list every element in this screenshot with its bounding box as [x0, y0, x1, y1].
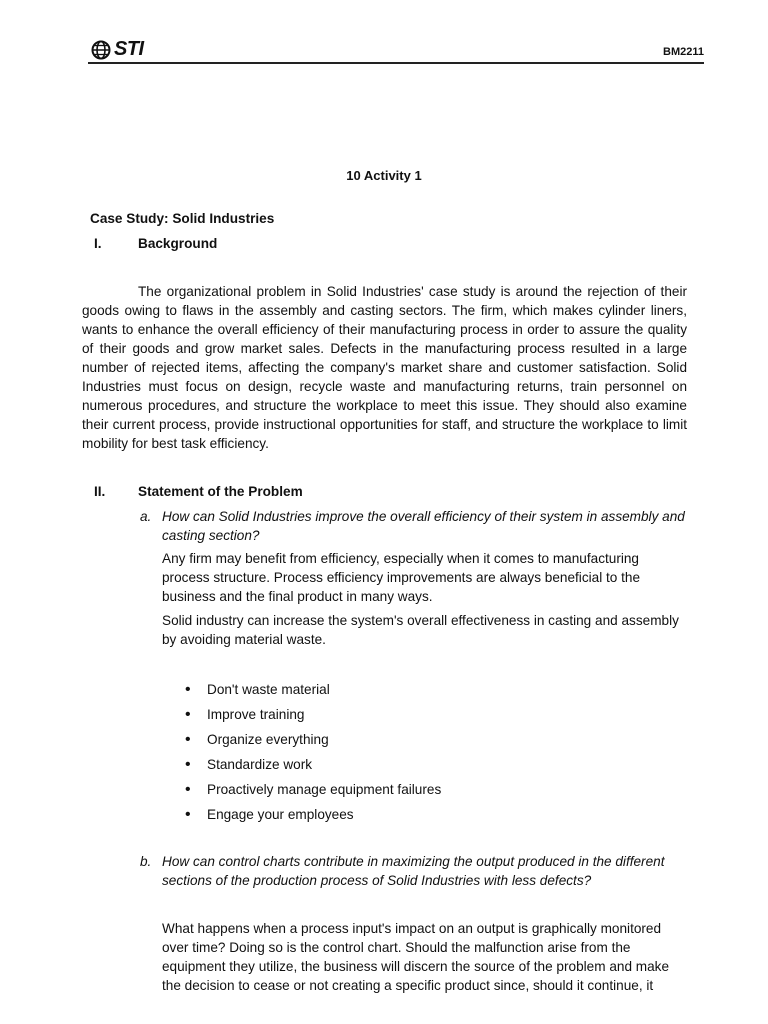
- case-study-heading: Case Study: Solid Industries: [90, 211, 275, 226]
- list-item: • Organize everything: [185, 730, 441, 755]
- background-paragraph: The organizational problem in Solid Industries' case study is around the rejection of their goods owing to flaws in the assembly and casting sectors. The firm, which makes cylinder liners, wants to enhance the overall efficiency of their manufacturing process in order to assure the quality of their goods and grow market sales. Defects in the manufacturing process resulted in a large number of rejected items, affecting the company's market share and customer satisfaction. Solid Industries must focus on design, recycle waste and manufacturing returns, train personnel on numerous procedures, and structure the workplace to meet this issue. They should also examine their current process, provide instructional opportunities for staff, and structure the workplace to limit mobility for best task efficiency.: [82, 284, 687, 451]
- sti-logo: [90, 38, 144, 61]
- course-code: BM2211: [663, 46, 704, 58]
- globe-icon: [90, 40, 112, 60]
- page-header: [88, 36, 704, 64]
- list-item: • Engage your employees: [185, 805, 441, 830]
- list-item: • Proactively manage equipment failures: [185, 780, 441, 805]
- logo-text: STI: [114, 38, 144, 60]
- answer-a-paragraph-1: Any firm may benefit from efficiency, especially when it comes to manufacturing process structure. Process efficiency improvements are always beneficial to the business and the final product in many ways.: [162, 551, 641, 604]
- answer-b-paragraph: What happens when a process input's impact on an output is graphically monitored over time? Doing so is the control chart. Should the malfunction arise from the equipment they utilize, the business will discern the source of the problem and make the decision to cease or not creating a specific product since, should it continue, it: [162, 921, 670, 993]
- efficiency-bullet-list: [185, 680, 441, 830]
- question-a-text: How can Solid Industries improve the overall efficiency of their system in assembly and casting section?: [162, 509, 685, 543]
- section1-heading: Background: [138, 236, 218, 251]
- answer-a-paragraph-2: Solid industry can increase the system's overall effectiveness in casting and assembly by avoiding material waste.: [162, 613, 679, 647]
- list-item: • Improve training: [185, 705, 441, 730]
- list-item: • Don't waste material: [185, 680, 441, 705]
- question-b-text: How can control charts contribute in maximizing the output produced in the different sections of the production process of Solid Industries with less defects?: [162, 854, 665, 888]
- section2-heading: Statement of the Problem: [138, 484, 303, 499]
- list-item: • Standardize work: [185, 755, 441, 780]
- section1-number: I.: [94, 236, 102, 251]
- question-b-letter: b.: [140, 854, 152, 869]
- question-a-letter: a.: [140, 509, 152, 524]
- section2-number: II.: [94, 484, 106, 499]
- page-title: 10 Activity 1: [346, 168, 422, 183]
